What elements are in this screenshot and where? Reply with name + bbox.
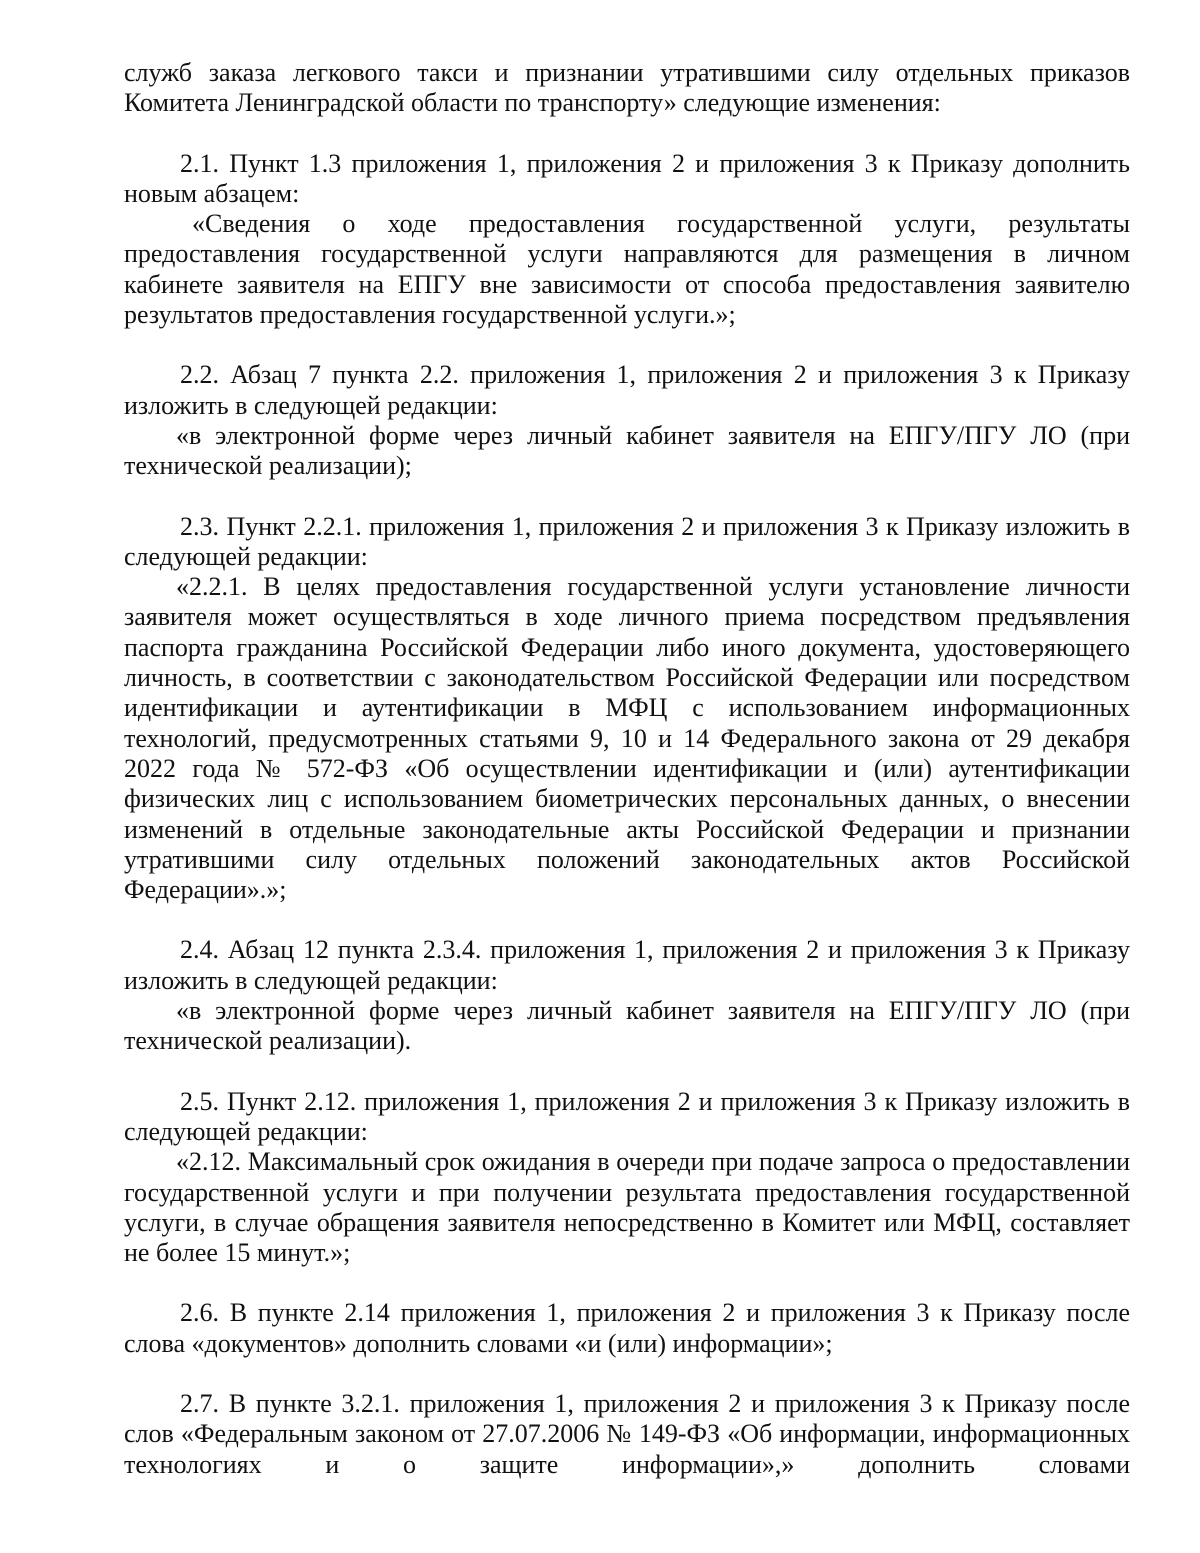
item-2-6-heading: 2.6. В пункте 2.14 приложения 1, приложения 2 и приложения 3 к Приказу после слова «документов» дополнить словами «и (или) информации»; — [124, 1298, 1130, 1358]
item-2-3-body: «2.2.1. В целях предоставления государственной услуги установление личности заявителя может осуществляться в ходе личного приема посредством предъявления паспорта гражданина Российской Федерации либо иного документа, удостоверяющего личность, в соответствии с законодательством Российской Федерации или посредством идентификации и аутентификации в МФЦ с использованием информационных технологий, предусмотренных статьями 9, 10 и 14 Федерального закона от 29 декабря 2022 года № 572-ФЗ «Об осуществлении идентификации и (или) аутентификации физических лиц с использованием биометрических персональных данных, о внесении изменений в отдельные законодательные акты Российской Федерации и признании утратившими силу отдельных положений законодательных актов Российской Федерации».»; — [124, 572, 1130, 905]
item-2-4-heading: 2.4. Абзац 12 пункта 2.3.4. приложения 1, приложения 2 и приложения 3 к Приказу изложить в следующей редакции: — [124, 935, 1130, 995]
item-2-2-heading: 2.2. Абзац 7 пункта 2.2. приложения 1, приложения 2 и приложения 3 к Приказу изложить в следующей редакции: — [124, 360, 1130, 420]
item-2-2-body: «в электронной форме через личный кабинет заявителя на ЕПГУ/ПГУ ЛО (при технической реализации); — [124, 420, 1130, 481]
spacer — [124, 905, 1130, 935]
spacer — [124, 119, 1130, 149]
item-2-7-heading: 2.7. В пункте 3.2.1. приложения 1, приложения 2 и приложения 3 к Приказу после слов «Федеральным законом от 27.07.2006 № 149-ФЗ «Об информации, информационных технологиях и о защите информации»,» дополнить словами — [124, 1388, 1130, 1479]
spacer — [124, 1268, 1130, 1298]
spacer — [124, 482, 1130, 512]
item-2-5-heading: 2.5. Пункт 2.12. приложения 1, приложения 2 и приложения 3 к Приказу изложить в следующей редакции: — [124, 1086, 1130, 1146]
intro-paragraph: служб заказа легкового такси и признании утратившими силу отдельных приказов Комитета Ленинградской области по транспорту» следующие изменения: — [124, 58, 1130, 118]
item-2-4-body: «в электронной форме через личный кабинет заявителя на ЕПГУ/ПГУ ЛО (при технической реализации). — [124, 996, 1130, 1056]
item-2-1-heading: 2.1. Пункт 1.3 приложения 1, приложения 2 и приложения 3 к Приказу дополнить новым абзацем: — [124, 148, 1130, 208]
spacer — [124, 1359, 1130, 1389]
item-2-5-body: «2.12. Максимальный срок ожидания в очереди при подаче запроса о предоставлении государственной услуги и при получении результата предоставления государственной услуги, в случае обращения заявителя непосредственно в Комитет или МФЦ, составляет не более 15 минут.»; — [124, 1147, 1130, 1268]
item-2-1-body: «Сведения о ходе предоставления государственной услуги, результаты предоставления государственной услуги направляются для размещения в личном кабинете заявителя на ЕПГУ вне зависимости от способа предоставления заявителю результатов предоставления государственной услуги.»; — [124, 209, 1130, 330]
item-2-3-heading: 2.3. Пункт 2.2.1. приложения 1, приложения 2 и приложения 3 к Приказу изложить в следующей редакции: — [124, 511, 1130, 571]
document-page — [124, 58, 1130, 1480]
spacer — [124, 1057, 1130, 1087]
spacer — [124, 330, 1130, 360]
